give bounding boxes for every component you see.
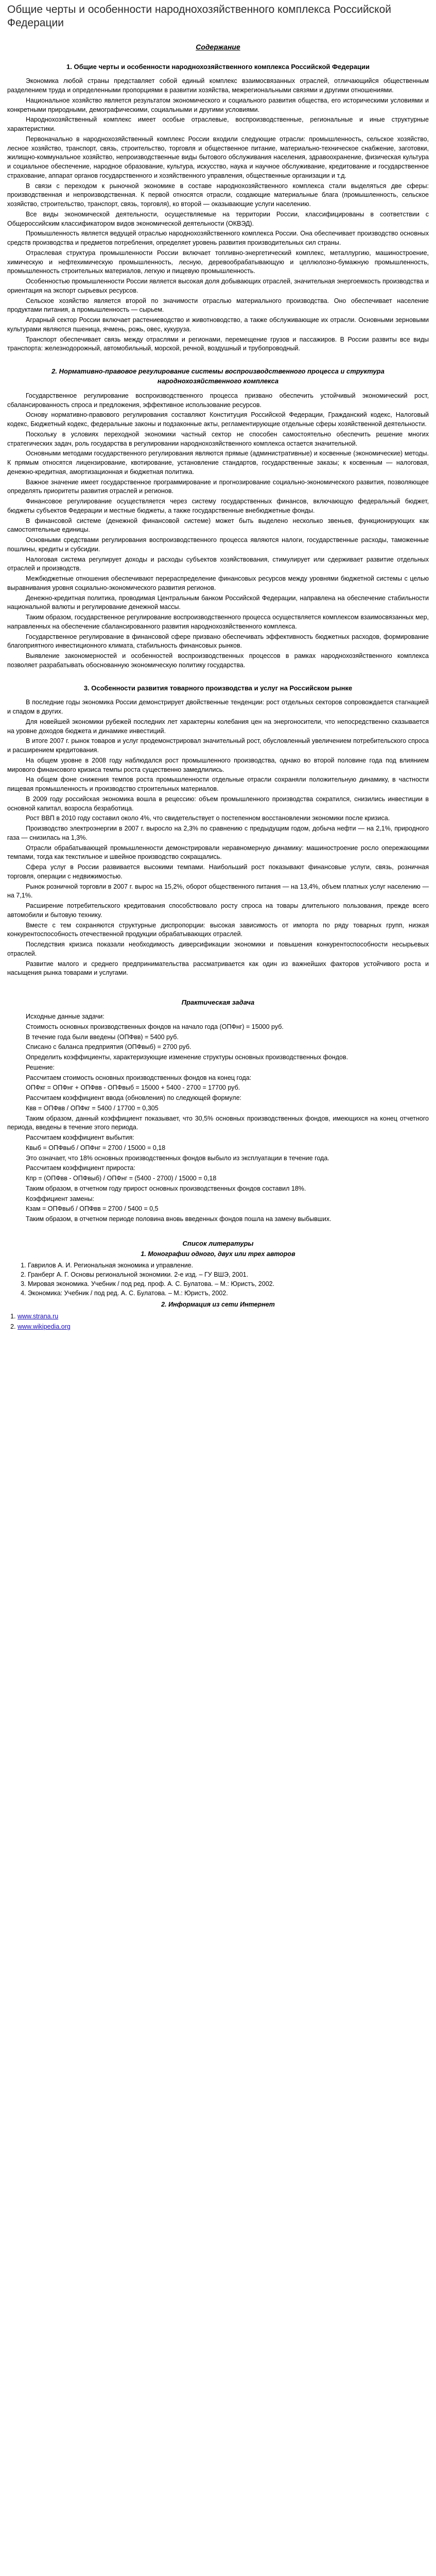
paragraph: В последние годы экономика России демонстрирует двойственные тенденции: рост отдельных секторов сопровождается стагнацией и спадом в других. xyxy=(7,699,429,716)
paragraph: Государственное регулирование в финансовой сфере призвано обеспечивать эффективность бюджетных расходов, формирование благоприятного инвестиционного климата, стабильность финансовых рынков. xyxy=(7,633,429,650)
paragraph: Сельское хозяйство является второй по значимости отраслью материального производства. Оно обеспечивает население продуктами питания, а промышленность — сырьем. xyxy=(7,297,429,314)
task-paragraph: Это означает, что 18% основных производственных фондов выбыло из эксплуатации в течение года. xyxy=(26,1154,329,1162)
paragraph: Народнохозяйственный комплекс имеет особые отраслевые, воспроизводственные, региональные и иные структурные характеристики. xyxy=(7,116,429,133)
task-paragraph: Стоимость основных производственных фондов на начало года (ОПФнг) = 15000 руб. xyxy=(26,1023,284,1030)
paragraph: Основу нормативно-правового регулирования составляют Конституция Российской Федерации, Гражданский кодекс, Налоговый кодекс, Бюджетный кодекс, федеральные законы и подзаконные акты, регламентирующие отдельные сферы хозяйственной деятельности. xyxy=(7,411,429,428)
bibliography-item: 3. Мировая экономика. Учебник / под ред. проф. А. С. Булатова. – М.: Юристъ, 2002. xyxy=(28,1279,429,1289)
bibliography-link[interactable]: www.strana.ru xyxy=(18,1313,59,1320)
paragraph: Последствия кризиса показали необходимость диверсификации экономики и повышения конкурентоспособности несырьевых отраслей. xyxy=(7,941,429,957)
paragraph: На общем уровне в 2008 году наблюдался рост промышленного производства, однако во второй половине года под влиянием мирового финансового кризиса темпы роста существенно замедлились. xyxy=(7,756,429,773)
section-heading: 1. Общие черты и особенности народнохозяйственного комплекса Российской Федерации xyxy=(66,62,370,71)
paragraph: Вместе с тем сохраняются структурные диспропорции: высокая зависимость от импорта по ряду товарных групп, низкая конкурентоспособность отечественной продукции обрабатывающих отраслей. xyxy=(7,921,429,938)
paragraph: Национальное хозяйство является результатом экономического и социального развития общества, его историческими условиями и конкретными природными, демографическими, социальными и другими условиями. xyxy=(7,96,429,113)
paragraph: Рост ВВП в 2010 году составил около 4%, что свидетельствует о постепенном восстановлении экономики после кризиса. xyxy=(26,815,390,822)
paragraph: В финансовой системе (денежной финансовой системе) может быть выделено несколько звеньев, функционирующих как самостоятельные единицы. xyxy=(7,517,429,534)
bibliography-books-heading: 1. Монографии одного, двух или трех авторов xyxy=(141,1250,295,1258)
paragraph: Рынок розничной торговли в 2007 г. вырос на 15,2%, оборот общественного питания — на 13,4%, объем платных услуг населению — на 7,1%. xyxy=(7,883,429,900)
task-paragraph: Коэффициент замены: xyxy=(26,1195,94,1202)
practical-task xyxy=(7,998,429,1224)
paragraph: Поскольку в условиях переходной экономики частный сектор не способен самостоятельно обеспечить решение многих стратегических задач, роль государства в регулировании народнохозяйственного комплекса остается значительной. xyxy=(7,430,429,447)
paragraph: Аграрный сектор России включает растениеводство и животноводство, а также обслуживающие их отрасли. Основными зерновыми культурами являются пшеница, ячмень, рожь, овес, кукуруза. xyxy=(7,316,429,333)
paragraph: Особенностью промышленности России является высокая доля добывающих отраслей, значительная энергоемкость производства и ориентация на экспорт сырьевых ресурсов. xyxy=(7,278,429,294)
bibliography-item: 4. Экономика: Учебник / под ред. А. С. Булатова. – М.: Юристъ, 2002. xyxy=(28,1289,429,1298)
contents-heading: Содержание xyxy=(196,42,240,51)
bibliography-item: 1. Гаврилов А. И. Региональная экономика и управление. xyxy=(28,1261,429,1270)
paragraph: В 2009 году российская экономика вошла в рецессию: объем промышленного производства сократился, снизились инвестиции в основной капитал, возросла безработица. xyxy=(7,795,429,812)
task-body xyxy=(7,1012,429,1224)
bibliography-links-list xyxy=(9,1311,429,1332)
task-paragraph: ОПФкг = ОПФнг + ОПФвв - ОПФвыб = 15000 + 5400 - 2700 = 17700 руб. xyxy=(26,1084,240,1092)
bibliography-item: 2. Гранберг А. Г. Основы региональной экономики. 2-е изд. – ГУ ВШЭ, 2001. xyxy=(28,1270,429,1279)
document-body xyxy=(7,62,429,987)
task-paragraph: Рассчитаем коэффициент ввода (обновления) по следующей формуле: xyxy=(26,1094,242,1102)
paragraph: В связи с переходом к рыночной экономике в составе народнохозяйственного комплекса стали выделяться две сферы: производственная и непроизводственная. К первой относятся отрасли, создающие материальные блага (промышленность, сельское хозяйство, строительство, транспорт, связь, торговля), ко второй — оказывающие услуги населению. xyxy=(7,182,429,208)
task-paragraph: Определить коэффициенты, характеризующие изменение структуры основных производственных фондов. xyxy=(26,1054,348,1061)
task-paragraph: Квыб = ОПФвыб / ОПФнг = 2700 / 15000 = 0,18 xyxy=(26,1144,166,1151)
paragraph: Основными средствами регулирования воспроизводственного процесса являются налоги, государственные расходы, таможенные пошлины, кредиты и субсидии. xyxy=(7,536,429,553)
bibliography-books-list xyxy=(20,1261,429,1298)
paragraph: Выявление закономерностей и особенностей воспроизводственных процессов в рамках народнохозяйственного комплекса позволяет разрабатывать обоснованную экономическую политику государства. xyxy=(7,652,429,669)
paragraph: Развитие малого и среднего предпринимательства рассматривается как один из важнейших факторов устойчивого роста и насыщения рынка товарами и услугами. xyxy=(7,960,429,977)
bibliography xyxy=(7,1240,429,1332)
paragraph: Все виды экономической деятельности, осуществляемые на территории России, классифицированы в соответствии с Общероссийским классификатором видов экономической деятельности (ОКВЭД). xyxy=(7,210,429,227)
section-heading: 2. Нормативно-правовое регулирование системы воспроизводственного процесса и структура народнохозяйственного комплекса xyxy=(51,367,385,385)
paragraph: Для новейшей экономики рубежей последних лет характерны колебания цен на энергоносители, что непосредственно сказывается на уровне доходов бюджета и динамике инвестиций. xyxy=(7,718,429,735)
paragraph: Транспорт обеспечивает связь между отраслями и регионами, перемещение грузов и пассажиров. В России развиты все виды транспорта: железнодорожный, автомобильный, морской, речной, воздушный и трубопроводный. xyxy=(7,335,429,352)
task-heading: Практическая задача xyxy=(181,998,255,1007)
paragraph: Государственное регулирование воспроизводственного процесса призвано обеспечить устойчивый экономический рост, сбалансированность спроса и предложения, эффективное использование ресурсов. xyxy=(7,392,429,409)
task-paragraph: Решение: xyxy=(26,1063,55,1071)
paragraph: Важное значение имеет государственное программирование и прогнозирование социально-экономического развития, позволяющее определять приоритеты развития отраслей и регионов. xyxy=(7,478,429,495)
bibliography-link-item xyxy=(18,1321,429,1332)
paragraph: Таким образом, государственное регулирование воспроизводственного процесса осуществляется комплексом взаимосвязанных мер, направленных на обеспечение сбалансированного развития народнохозяйственного комплекса. xyxy=(7,614,429,630)
paragraph: Производство электроэнергии в 2007 г. выросло на 2,3% по сравнению с предыдущим годом, добыча нефти — на 2,1%, природного газа — снизилась на 1,3%. xyxy=(7,825,429,841)
section xyxy=(7,684,429,987)
task-paragraph: Рассчитаем стоимость основных производственных фондов на конец года: xyxy=(26,1074,252,1081)
paragraph: Денежно-кредитная политика, проводимая Центральным банком Российской Федерации, направлена на обеспечение стабильности национальной валюты и регулирование денежной массы. xyxy=(7,594,429,611)
task-paragraph: Рассчитаем коэффициент прироста: xyxy=(26,1164,135,1172)
paragraph: Расширение потребительского кредитования способствовало росту спроса на товары длительного пользования, прежде всего автомобили и бытовую технику. xyxy=(7,902,429,919)
paragraph: Налоговая система регулирует доходы и расходы субъектов хозяйствования, стимулирует или сдерживает развитие отдельных отраслей и производств. xyxy=(7,555,429,572)
paragraph: Основными методами государственного регулирования являются прямые (административные) и косвенные (экономические) методы. К прямым относятся лицензирование, квотирование, установление стандартов, государственные заказы; к косвенным — налоговая, денежно-кредитная, амортизационная и бюджетная политика. xyxy=(7,450,429,476)
section xyxy=(7,367,429,678)
paragraph: В итоге 2007 г. рынок товаров и услуг продемонстрировал значительный рост, обусловленный увеличением потребительского спроса и расширением кредитования. xyxy=(7,737,429,754)
bibliography-link[interactable]: www.wikipedia.org xyxy=(18,1323,71,1331)
task-paragraph: Списано с баланса предприятия (ОПФвыб) = 2700 руб. xyxy=(26,1043,191,1051)
task-paragraph: Таким образом, в отчетном году прирост основных производственных фондов составил 18%. xyxy=(26,1184,306,1192)
paragraph: Сфера услуг в России развивается высокими темпами. Наибольший рост показывают финансовые услуги, связь, розничная торговля, операции с недвижимостью. xyxy=(7,863,429,880)
task-paragraph: Кпр = (ОПФвв - ОПФвыб) / ОПФнг = (5400 - 2700) / 15000 = 0,18 xyxy=(26,1175,217,1182)
paragraph: Экономика любой страны представляет собой единый комплекс взаимосвязанных отраслей, отличающийся общественным разделением труда и определенными пропорциями в развитии хозяйства, межрегиональными связями и другими отношениями. xyxy=(7,77,429,94)
section xyxy=(7,62,429,362)
task-paragraph: В течение года были введены (ОПФвв) = 5400 руб. xyxy=(26,1033,179,1041)
paragraph: Первоначально в народнохозяйственный комплекс России входили следующие отрасли: промышленность, сельское хозяйство, лесное хозяйство, транспорт, связь, строительство, торговля и общественное питание, материально-техническое снабжение, заготовки, жилищно-коммунальное хозяйство, непроизводственные виды бытового обслуживания населения, здравоохранение, физическая культура и социальное обеспечение, народное образование, культура, искусство, наука и научное обслуживание, кредитование и государственное страхование, аппарат органов государственного и хозяйственного управления, общественные организации и т.д. xyxy=(7,135,429,179)
paragraph: Межбюджетные отношения обеспечивают перераспределение финансовых ресурсов между уровнями бюджетной системы с целью выравнивания уровня социально-экономического развития регионов. xyxy=(7,575,429,591)
task-paragraph: Таким образом, в отчетном периоде половина вновь введенных фондов пошла на замену выбывших. xyxy=(26,1215,332,1223)
task-paragraph: Квв = ОПФвв / ОПФкг = 5400 / 17700 = 0,305 xyxy=(26,1104,159,1112)
paragraph: На общем фоне снижения темпов роста промышленности отдельные отрасли сохраняли положительную динамику, в частности пищевая промышленность и производство строительных материалов. xyxy=(7,776,429,793)
bibliography-web-heading: 2. Информация из сети Интернет xyxy=(161,1301,275,1309)
paragraph: Отраслевая структура промышленности России включает топливно-энергетический комплекс, металлургию, машиностроение, химическую и нефтехимическую промышленность, лесную, деревообрабатывающую и целлюлозно-бумажную промышленность, промышленность строительных материалов, легкую и пищевую промышленность. xyxy=(7,249,429,275)
task-paragraph: Исходные данные задачи: xyxy=(26,1013,104,1021)
bibliography-heading: Список литературы xyxy=(182,1239,254,1247)
task-paragraph: Таким образом, данный коэффициент показывает, что 30,5% основных производственных фондов, имеющихся на конец отчетного периода, введены в течение этого периода. xyxy=(7,1114,429,1131)
paragraph: Промышленность является ведущей отраслью народнохозяйственного комплекса России. Она обеспечивает производство основных средств производства и предметов потребления, определяет уровень развития производительных сил страны. xyxy=(7,230,429,247)
paragraph: Отрасли обрабатывающей промышленности демонстрировали неравномерную динамику: машиностроение росло опережающими темпами, тогда как текстильное и швейное производство сокращались. xyxy=(7,844,429,861)
task-paragraph: Рассчитаем коэффициент выбытия: xyxy=(26,1134,134,1142)
task-paragraph: Кзам = ОПФвыб / ОПФвв = 2700 / 5400 = 0,5 xyxy=(26,1205,159,1213)
bibliography-link-item xyxy=(18,1311,429,1321)
section-heading: 3. Особенности развития товарного производства и услуг на Российском рынке xyxy=(83,684,353,692)
paragraph: Финансовое регулирование осуществляется через систему государственных финансов, включающую федеральный бюджет, бюджеты субъектов Федерации и местные бюджеты, а также государственные внебюджетные фонды. xyxy=(7,498,429,514)
page-title: Общие черты и особенности народнохозяйственного комплекса Российской Федерации xyxy=(7,4,392,29)
